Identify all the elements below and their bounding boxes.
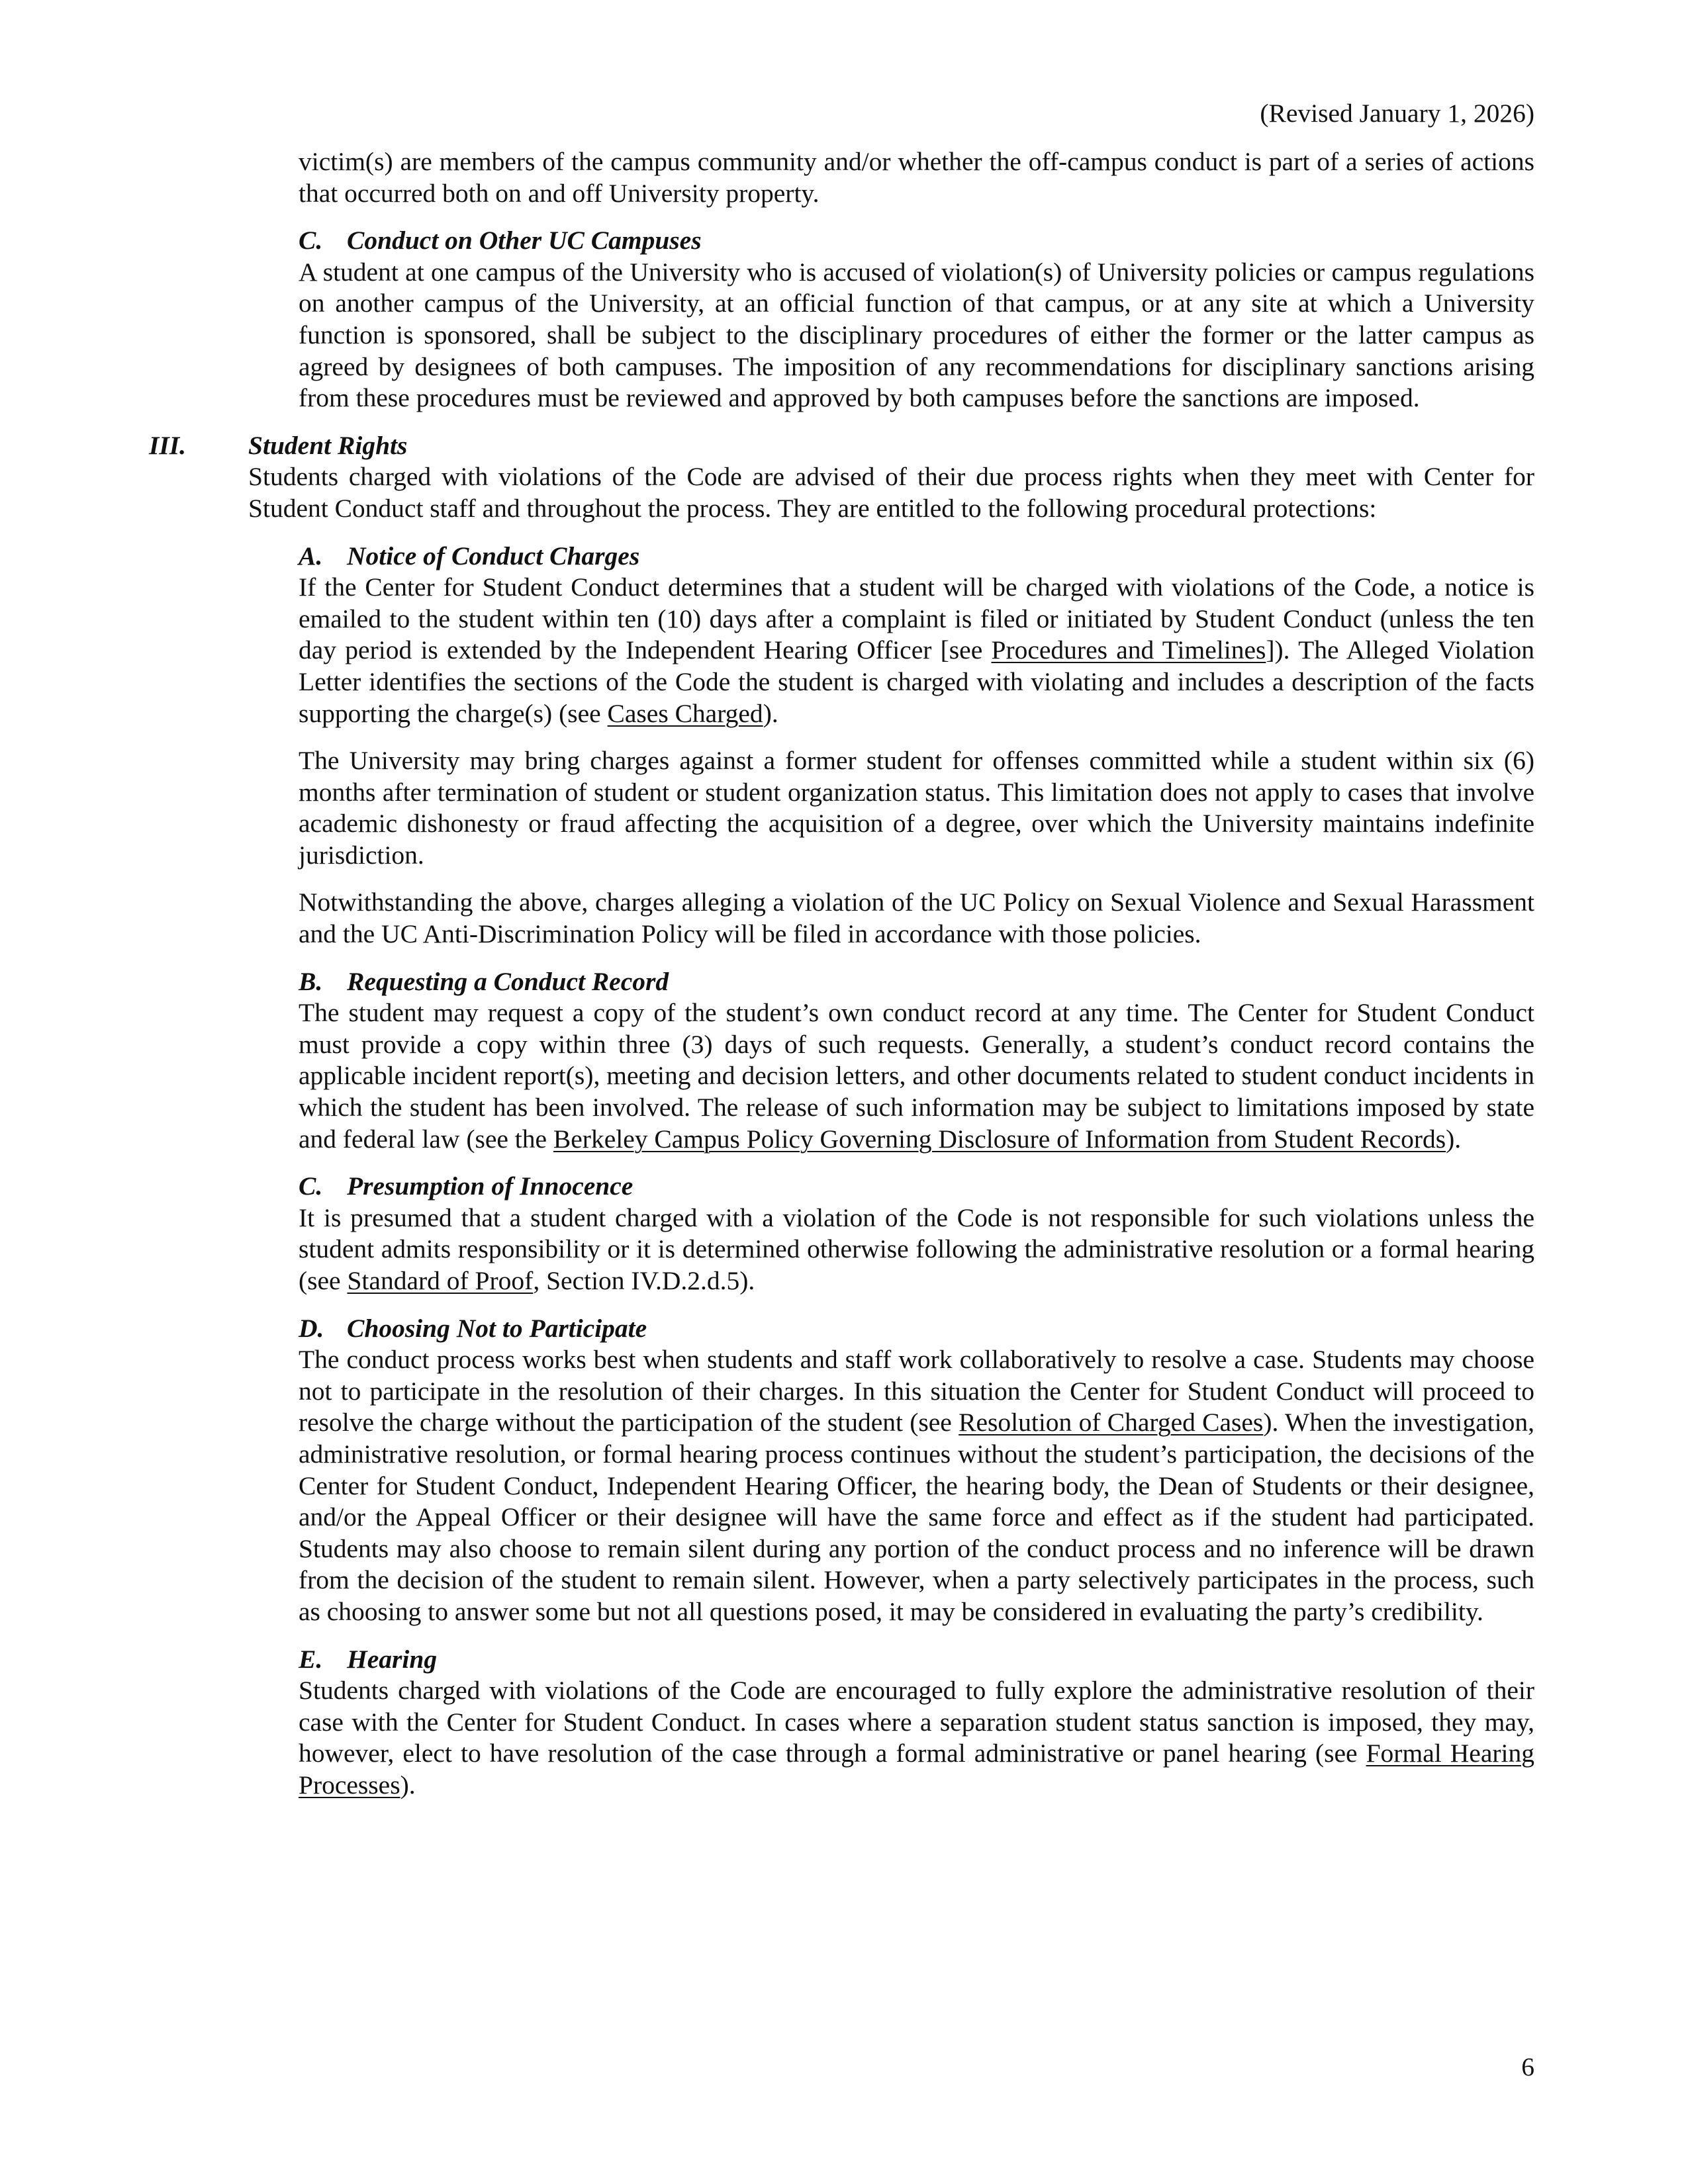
section-numeral: III. (149, 430, 186, 460)
text-run: ]). The Alleged Violation Letter identifies the sections of the Code the student is charged with violating and includes a description of the facts supporting the charge(s) (see (299, 635, 1534, 728)
text-run: It is presumed that a student charged with a violation of the Code is not responsible for such violations unless the student admits responsibility or it is determined otherwise following the administrative resolution or a formal hearing (see (299, 1203, 1534, 1295)
subsection-c-presumption (299, 1171, 1534, 1297)
standard-of-proof-link[interactable]: Standard of Proof (347, 1266, 534, 1295)
text-run: ). When the investigation, administrative resolution, or formal hearing process continues without the student’s participation, the decisions of the Center for Student Conduct, Independent Hearing Officer, the hearing body, the Dean of Students or their designee, and/or the Appeal Officer or their designee will have the same force and effect as if the student had participated. Students may also choose to remain silent during any portion of the conduct process and no inference will be drawn from the decision of the student to remain silent. However, when a party selectively participates in the process, such as choosing to answer some but not all questions posed, it may be considered in evaluating the party’s credibility. (299, 1408, 1534, 1626)
document-body (0, 146, 1688, 1801)
procedures-and-timelines-link[interactable]: Procedures and Timelines (991, 635, 1266, 665)
subheading-title: Hearing (347, 1644, 438, 1674)
subheading-title: Conduct on Other UC Campuses (347, 226, 702, 255)
notice-paragraph-2: The University may bring charges against a former student for offenses committed while a student within six (6) months after termination of student or student organization status. This limitation does not apply to cases that involve academic dishonesty or fraud affecting the acquisition of a degree, over which the University maintains indefinite jurisdiction. (299, 746, 1534, 870)
subheading-notice-of-charges (299, 541, 1534, 572)
text-run: , Section IV.D.2.d.5). (533, 1266, 755, 1295)
text-run: ). (1446, 1124, 1462, 1154)
subsection-d-not-participate (299, 1313, 1534, 1628)
not-participate-paragraph (299, 1344, 1534, 1627)
subheading-letter: E. (299, 1644, 323, 1674)
hearing-paragraph (299, 1675, 1534, 1801)
text-run: ). (400, 1770, 416, 1799)
subheading-letter: D. (299, 1313, 324, 1343)
notice-paragraph-1 (299, 572, 1534, 729)
subheading-title: Choosing Not to Participate (347, 1313, 647, 1343)
subsection-a-notice (299, 541, 1534, 950)
subheading-letter: B. (299, 966, 323, 996)
section-c-other-campuses (299, 225, 1534, 414)
subheading-hearing (299, 1644, 1534, 1676)
subsection-b-conduct-record (299, 966, 1534, 1156)
subheading-presumption (299, 1171, 1534, 1203)
section-heading-student-rights (149, 430, 1534, 462)
page-number: 6 (1521, 2052, 1534, 2081)
notice-paragraph-3: Notwithstanding the above, charges alleging a violation of the UC Policy on Sexual Violence and Sexual Harassment and the UC Anti-Discrimination Policy will be filed in accordance with those policies. (299, 887, 1534, 949)
section-title: Student Rights (248, 430, 408, 460)
text-run: If the Center for Student Conduct determines that a student will be charged with violations of the Code, a notice is emailed to the student within ten (10) days after a complaint is filed or initiated by Student Conduct (unless the ten day period is extended by the Independent Hearing Officer [see (299, 572, 1534, 665)
continuation-block (299, 146, 1534, 209)
text-run: Students charged with violations of the Code are encouraged to fully explore the administrative resolution of their case with the Center for Student Conduct. In cases where a separation student status sanction is imposed, they may, however, elect to have resolution of the case through a formal administrative or panel hearing (see (299, 1676, 1534, 1768)
cases-charged-link[interactable]: Cases Charged (607, 698, 763, 728)
conduct-record-paragraph (299, 997, 1534, 1155)
text-run: The conduct process works best when students and staff work collaboratively to resolve a case. Students may choose not to participate in the resolution of their charges. In this situation the Center for Student Conduct will proceed to resolve the charge without the participation of the student (see (299, 1345, 1534, 1437)
disclosure-policy-link[interactable]: Berkeley Campus Policy Governing Disclosure of Information from Student Records (553, 1124, 1446, 1154)
subheading-title: Presumption of Innocence (347, 1171, 633, 1201)
student-rights-intro: Students charged with violations of the Code are advised of their due process rights when they meet with Center for Student Conduct staff and throughout the process. They are entitled to the following procedural protections: (248, 462, 1534, 523)
presumption-paragraph (299, 1203, 1534, 1297)
formal-hearing-processes-link[interactable]: Formal Hearing Processes (299, 1739, 1534, 1799)
continuation-paragraph: victim(s) are members of the campus community and/or whether the off-campus conduct is part of a series of actions that occurred both on and off University property. (299, 147, 1534, 208)
subheading-title: Notice of Conduct Charges (347, 541, 640, 570)
text-run: ). (763, 698, 778, 728)
subsection-e-hearing (299, 1644, 1534, 1801)
subheading-conduct-record (299, 966, 1534, 998)
text-run: The student may request a copy of the student’s own conduct record at any time. The Center for Student Conduct must provide a copy within three (3) days of such requests. Generally, a student’s conduct record contains the applicable incident report(s), meeting and decision letters, and other documents related to student conduct incidents in which the student has been involved. The release of such information may be subject to limitations imposed by state and federal law (see the (299, 998, 1534, 1154)
subheading-other-campuses (299, 225, 1534, 257)
resolution-of-charged-cases-link[interactable]: Resolution of Charged Cases (959, 1408, 1264, 1437)
section-iii-student-rights (149, 430, 1534, 525)
revision-note: (Revised January 1, 2026) (1260, 99, 1534, 128)
subheading-letter: A. (299, 541, 323, 570)
subheading-letter: C. (299, 1171, 323, 1201)
subheading-title: Requesting a Conduct Record (347, 966, 669, 996)
subheading-not-participate (299, 1313, 1534, 1345)
other-campuses-paragraph: A student at one campus of the University who is accused of violation(s) of University policies or campus regulations on another campus of the University, at an official function of that campus, or at any site at which a University function is sponsored, shall be subject to the disciplinary procedures of either the former or the latter campus as agreed by designees of both campuses. The imposition of any recommendations for disciplinary sanctions arising from these procedures must be reviewed and approved by both campuses before the sanctions are imposed. (299, 257, 1534, 413)
subheading-letter: C. (299, 226, 323, 255)
